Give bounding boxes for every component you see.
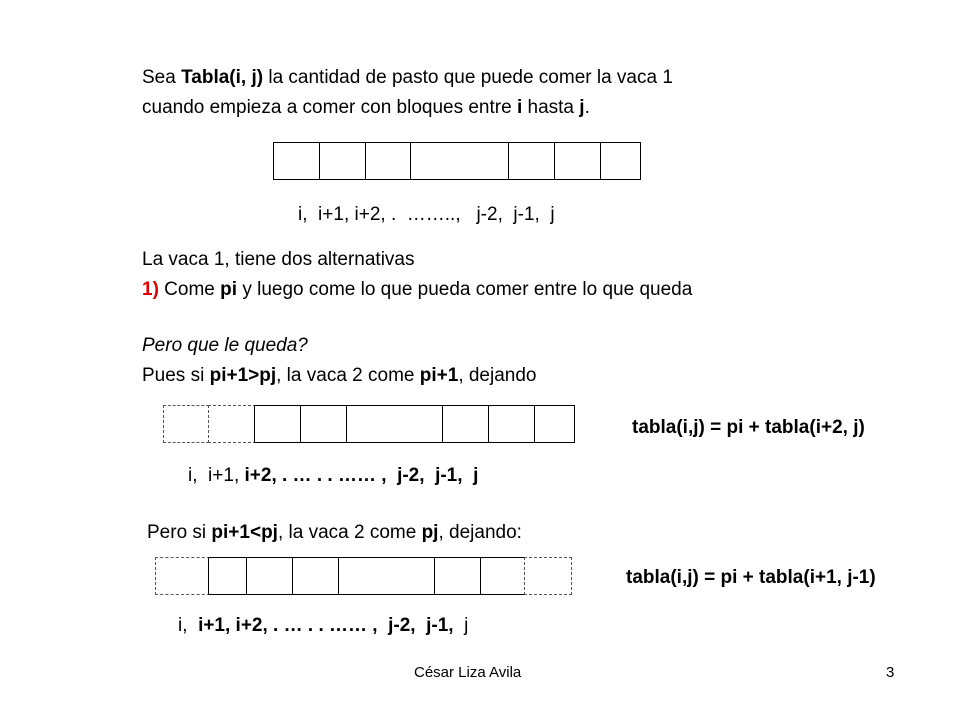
condition: pi+1>pj	[209, 365, 277, 386]
index-text: i, i+1,	[188, 465, 245, 486]
case-text: , dejando:	[438, 522, 522, 543]
eaten-cell	[163, 405, 209, 443]
case-text: Pues si	[142, 365, 210, 386]
block-cell	[300, 405, 347, 443]
formula-case-2: tabla(i,j) = pi + tabla(i+1, j-1)	[626, 567, 876, 588]
blocks-index-label-case-1	[188, 464, 478, 488]
block-cell	[534, 405, 575, 443]
block-cell	[488, 405, 535, 443]
index-i: i	[516, 97, 523, 118]
block-cell	[480, 557, 525, 595]
block-cell	[273, 142, 320, 180]
block-cell	[442, 405, 489, 443]
remaining-indices: i+2, . … . . …… , j-2, j-1, j	[244, 465, 479, 486]
case-text: , la vaca 2 come	[276, 365, 420, 386]
intro-text: .	[584, 97, 590, 118]
intro-line-1	[142, 66, 673, 90]
blocks-index-label-case-2	[178, 614, 468, 638]
block-cell	[365, 142, 411, 180]
block-cell	[208, 557, 247, 595]
page-number: 3	[886, 664, 895, 681]
eaten-cell	[155, 557, 210, 595]
question-text: Pero que le queda?	[142, 335, 308, 356]
index-j: j	[579, 97, 585, 118]
case-text: Pero si	[147, 522, 212, 543]
intro-text: hasta	[522, 97, 580, 118]
case-text: , dejando	[458, 365, 537, 386]
tabla-term: Tabla(i, j)	[181, 67, 264, 88]
alternatives-heading: La vaca 1, tiene dos alternativas	[142, 249, 415, 270]
block-cell	[554, 142, 601, 180]
index-text: i,	[178, 615, 199, 636]
remaining-blocks	[254, 405, 575, 443]
eaten-cell	[208, 405, 256, 443]
block-cell	[254, 405, 301, 443]
block-cell	[319, 142, 366, 180]
block-cell	[292, 557, 339, 595]
case-text: , la vaca 2 come	[277, 522, 422, 543]
block-cell	[508, 142, 555, 180]
case-1-text	[142, 364, 537, 388]
remaining-indices: i+1, i+2, . … . . …… , j-2, j-1,	[198, 615, 454, 636]
block-cell	[600, 142, 641, 180]
condition: pi+1<pj	[211, 522, 278, 543]
option-text: y luego come lo que pueda comer entre lo que queda	[237, 279, 693, 300]
intro-text: la cantidad de pasto que puede comer la vaca 1	[263, 67, 673, 88]
pi-term: pi	[220, 279, 238, 300]
option-1	[142, 278, 692, 302]
block-cell	[346, 405, 443, 443]
blocks-index-label: i, i+1, i+2, . …….., j-2, j-1, j	[298, 204, 555, 225]
case-2-text	[147, 521, 522, 545]
block-cell	[410, 142, 509, 180]
block-cell	[246, 557, 293, 595]
footer-author: César Liza Avila	[414, 664, 522, 681]
block-cell	[434, 557, 481, 595]
option-number: 1)	[142, 279, 159, 300]
eaten-cell	[524, 557, 572, 595]
option-text: Come	[158, 279, 221, 300]
formula-case-1: tabla(i,j) = pi + tabla(i+2, j)	[632, 417, 865, 438]
blocks-row-full	[273, 142, 641, 180]
index-text: j	[453, 615, 469, 636]
eaten-block: pi+1	[419, 365, 459, 386]
intro-line-2	[142, 96, 590, 120]
block-cell	[338, 557, 435, 595]
intro-text: Sea	[142, 67, 182, 88]
remaining-blocks	[208, 557, 525, 595]
eaten-block: pj	[421, 522, 439, 543]
intro-text: cuando empieza a comer con bloques entre	[142, 97, 517, 118]
